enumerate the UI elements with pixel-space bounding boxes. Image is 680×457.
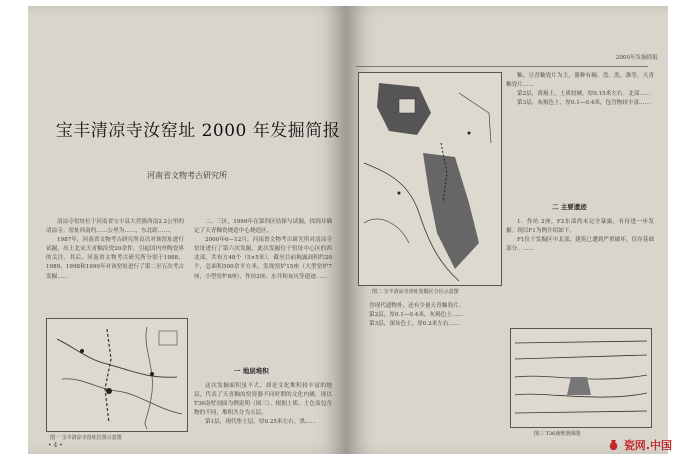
left-column-2: [194, 218, 332, 358]
watermark-text: 瓷网.中国: [623, 439, 672, 452]
page-number: • 4 •: [48, 442, 63, 449]
paragraph: F1位于发掘区中北部，建筑已遭到严重破坏，仅存基础部分。……: [506, 237, 654, 253]
location-map-graphic: [47, 319, 187, 431]
paragraph: 第2层，厚0.1—0.4米，灰褐色土……: [369, 312, 464, 319]
section-drawing-graphic: [511, 329, 651, 427]
running-header: 2000年发掘简报: [615, 55, 658, 61]
paragraph: 2000年6—12月，河南省文物考古研究所对清凉寺窑址进行了第六次发掘，此次发掘位于窑址中心区的西北部，共布方48个（5×5米），截至目前揭露面积约20个，总面积500余平方米，发现窑炉15座（大型窑炉7座，小型窑炉8座）、作坊2座、水井和灰坑等遗迹……: [194, 237, 332, 280]
header-rule: [356, 66, 648, 67]
left-column-1: [46, 218, 184, 314]
figure-3-section: [510, 328, 652, 428]
figure-2-site-plan: [358, 72, 502, 286]
left-page: [28, 6, 346, 454]
book-spread: [28, 6, 668, 454]
section-heading-1: 一 地层堆积: [234, 367, 269, 375]
paragraph: 含现代遗物外，还有少量天青釉瓷片。: [369, 303, 465, 309]
site-plan-graphic: [359, 73, 501, 285]
article-title: 宝丰清凉寺汝窑址 2000 年发掘简报: [55, 121, 341, 141]
figure-3-caption: 图三 T36南壁剖面图: [534, 431, 581, 437]
right-page: [346, 6, 668, 454]
paragraph: 1．作坊 2座，F2东部尚未完全暴露，有待进一步发掘。现以F1为例介绍如下。: [506, 219, 654, 235]
right-column-top: [506, 72, 654, 190]
vase-logo-icon: [607, 439, 620, 451]
figure-2-caption: 图二 宝丰清凉寺窑址发掘区分区示意图: [372, 289, 459, 295]
paragraph: 第2层，黄褐土，土质较硬，厚0.15米左右。北部……: [517, 91, 651, 98]
figure-1-map: [46, 318, 188, 432]
paragraph: 这次发掘面积虽不大，却是文化堆积较丰富的地层，代表了天青釉汝窑瓷器不同时期的文化内涵，现以T36南壁剖面为例说明（图三）。根据土质、土色及包含物的不同，堆积共分为五层。: [194, 383, 332, 417]
left-column-2b: [194, 382, 332, 446]
site-watermark: [607, 437, 672, 453]
right-column-bottom-left: [358, 302, 500, 448]
paragraph: 第1层，现代垫土层，厚0.25米左右。黑……: [205, 419, 317, 426]
paragraph: 清凉寺窑址位于河南省宝丰县大营镇西南2.2公里的清凉寺。窑址西南约……公里为……，东北距……。: [46, 219, 184, 235]
paragraph: 第3层，灰褐色土，厚0.1—0.4米，包含物较丰富……: [517, 100, 651, 107]
paragraph: 釉、豆青釉瓷片为主，器种有碗、盘、洗、盏等，天青釉瓷片……: [506, 73, 654, 89]
right-column-mid: [506, 218, 654, 322]
paragraph: 二、三区，1999年在第四区钻探与试掘，找到并确定了天青釉瓷烧造中心烧造区。: [194, 219, 332, 235]
figure-1-caption: 图一 宝丰清凉寺窑址位置示意图: [50, 435, 122, 441]
article-author: 河南省文物考古研究所: [147, 171, 227, 180]
section-heading-2: 二 主要遗迹: [552, 203, 587, 211]
paragraph: 1987年，河南省文物考古研究所首次对该窑址进行试掘，出土北宋天青釉汝瓷20余件，引起国内外陶瓷界的关注。其后，河南省文物考古研究所分别于1988、1989、1998和1999年对该窑址进行了第二至五次考古发掘……: [46, 237, 184, 280]
paragraph: 第3层，深灰色土，厚0.2米左右……: [369, 321, 460, 328]
